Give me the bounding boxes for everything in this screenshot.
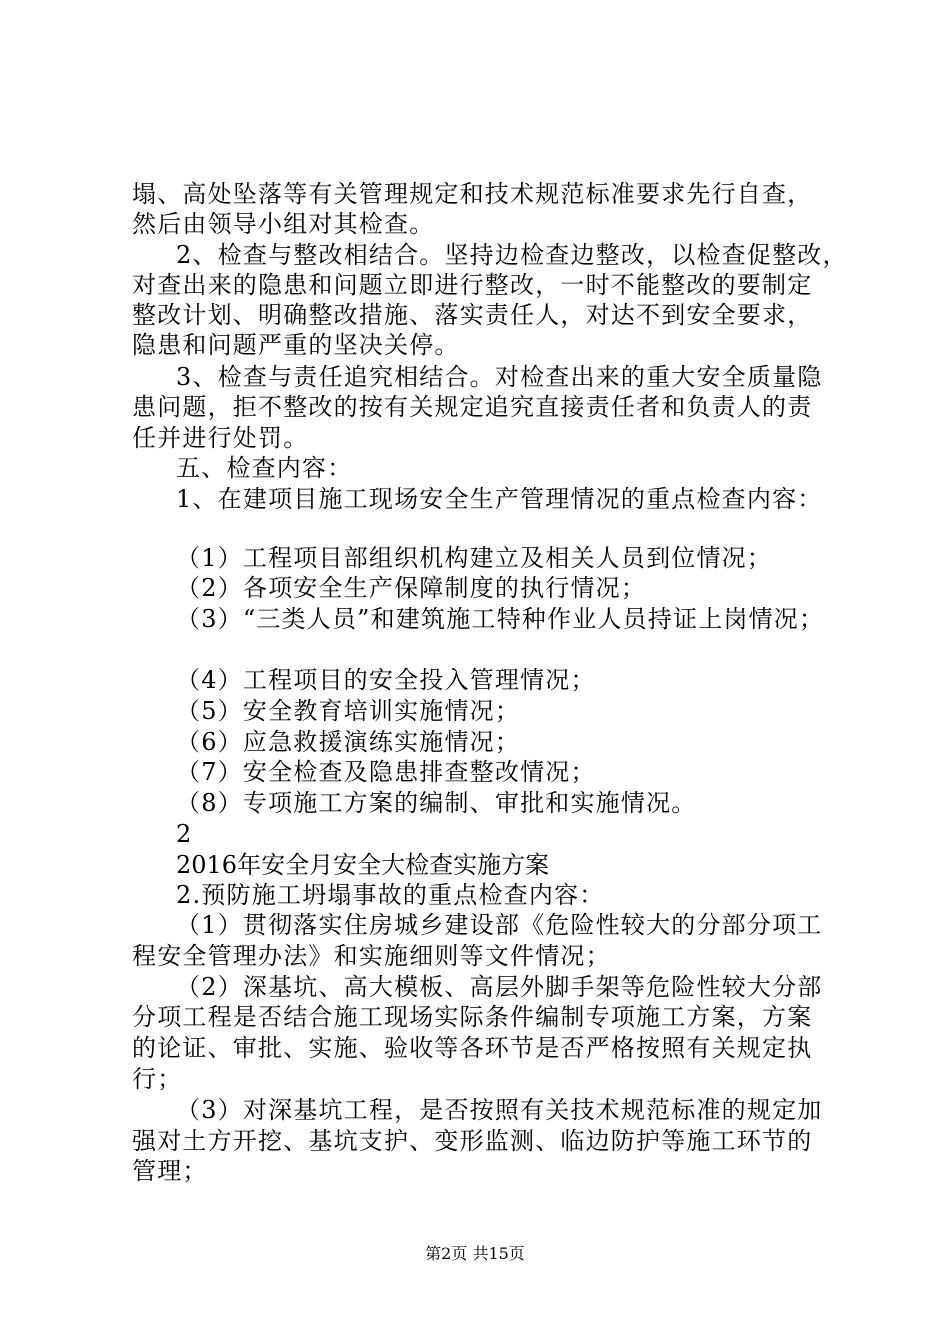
text-line: 程安全管理办法》和实施细则等文件情况； xyxy=(132,942,611,970)
list-item: （2）深基坑、高大模板、高层外脚手架等危险性较大分部 xyxy=(176,973,823,1001)
list-item: （1）工程项目部组织机构建立及相关人员到位情况； xyxy=(176,544,773,572)
text-line: 强对土方开挖、基坑支护、变形监测、临边防护等施工环节的 xyxy=(132,1127,813,1155)
text-line: 3、检查与责任追究相结合。对检查出来的重大安全质量隐 xyxy=(176,363,823,391)
text-line: 2、检查与整改相结合。坚持边检查边整改，以检查促整改， xyxy=(176,241,848,269)
text-line: 管理； xyxy=(132,1157,208,1185)
list-item: （4）工程项目的安全投入管理情况； xyxy=(176,666,596,694)
list-item: （7）安全检查及隐患排查整改情况； xyxy=(176,758,596,786)
text-line: 然后由领导小组对其检查。 xyxy=(132,210,435,238)
text-line: 患问题，拒不整改的按有关规定追究直接责任者和负责人的责 xyxy=(132,393,813,421)
text-line: 的论证、审批、实施、验收等各环节是否严格按照有关规定执 xyxy=(132,1034,813,1062)
subsection-heading: 2.预防施工坍塌事故的重点检查内容： xyxy=(176,881,605,909)
text-line: 任并进行处罚。 xyxy=(132,424,309,452)
page-number-inline: 2 xyxy=(176,820,193,848)
list-item: （2）各项安全生产保障制度的执行情况； xyxy=(176,574,647,602)
document-title: 2016年安全月安全大检查实施方案 xyxy=(176,851,550,879)
list-item: （6）应急救援演练实施情况； xyxy=(176,728,521,756)
list-item: （1）贯彻落实住房城乡建设部《危险性较大的分部分项工 xyxy=(176,911,823,939)
list-item: （8）专项施工方案的编制、审批和实施情况。 xyxy=(176,789,697,817)
list-item: （3）“三类人员”和建筑施工特种作业人员持证上岗情况； xyxy=(176,605,825,633)
text-line: 对查出来的隐患和问题立即进行整改，一时不能整改的要制定 xyxy=(132,271,813,299)
subsection-heading: 1、在建项目施工现场安全生产管理情况的重点检查内容： xyxy=(176,485,823,513)
text-line: 塌、高处坠落等有关管理规定和技术规范标准要求先行自查， xyxy=(132,180,813,208)
section-heading: 五、检查内容： xyxy=(176,454,353,482)
text-line: 分项工程是否结合施工现场实际条件编制专项施工方案，方案 xyxy=(132,1003,813,1031)
text-line: 隐患和问题严重的坚决关停。 xyxy=(132,331,460,359)
text-line: 行； xyxy=(132,1065,183,1093)
text-line: 整改计划、明确整改措施、落实责任人，对达不到安全要求， xyxy=(132,301,813,329)
page-footer: 第2页 共15页 xyxy=(425,1244,525,1263)
list-item: （3）对深基坑工程，是否按照有关技术规范标准的规定加 xyxy=(176,1096,823,1124)
list-item: （5）安全教育培训实施情况； xyxy=(176,697,521,725)
